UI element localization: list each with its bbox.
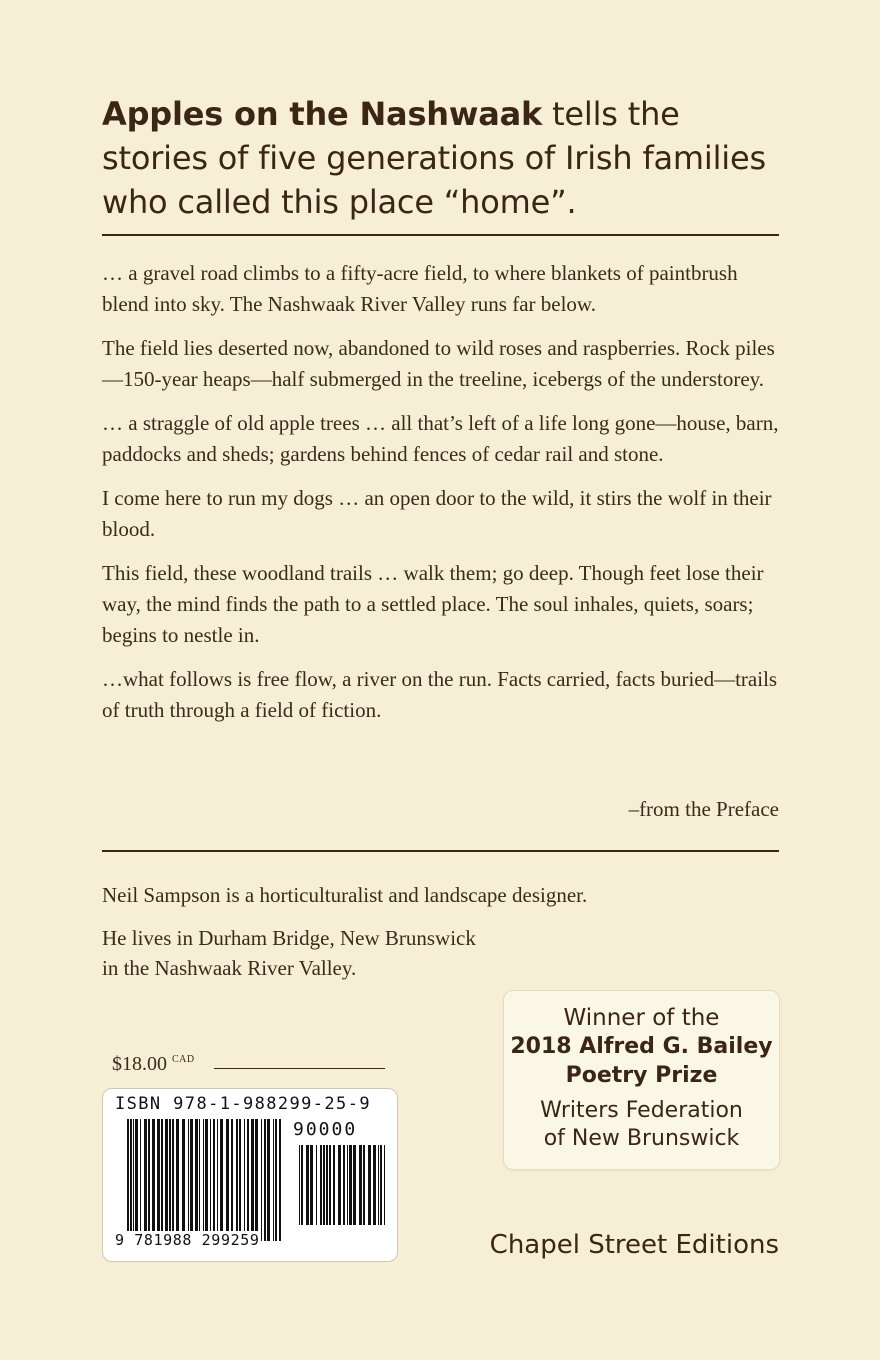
publisher: Chapel Street Editions <box>489 1230 779 1260</box>
barcode-bar <box>380 1145 382 1225</box>
barcode-bar <box>373 1145 376 1225</box>
barcode-bar <box>310 1145 313 1225</box>
barcode-bar <box>244 1119 245 1241</box>
barcode-bar <box>239 1119 241 1241</box>
barcode-bar <box>323 1145 325 1225</box>
preface-excerpt <box>102 258 782 739</box>
barcode-bar <box>326 1145 328 1225</box>
barcode-bar <box>127 1119 129 1241</box>
barcode-bar <box>384 1145 385 1225</box>
book-title: Apples on the Nashwaak <box>102 95 543 133</box>
barcode-bar <box>247 1119 249 1241</box>
tagline <box>102 92 792 224</box>
barcode-bar <box>353 1145 356 1225</box>
bio-line: Neil Sampson is a horticulturalist and landscape designer. <box>102 883 588 907</box>
barcode-bar <box>226 1119 229 1241</box>
barcode-bar <box>152 1119 155 1241</box>
barcode-bar <box>264 1119 266 1241</box>
barcode-bar <box>279 1119 281 1241</box>
barcode-bar <box>275 1119 277 1241</box>
barcode-bar <box>217 1119 218 1241</box>
barcode-bar <box>188 1119 189 1241</box>
barcode-bar <box>135 1119 138 1241</box>
barcode-bar <box>306 1145 309 1225</box>
barcode <box>102 1088 398 1262</box>
barcode-bar <box>251 1119 254 1241</box>
barcode-bar <box>349 1145 352 1225</box>
barcode-bar <box>220 1119 223 1241</box>
barcode-bar <box>236 1119 238 1241</box>
excerpt-paragraph: … a gravel road climbs to a fifty-acre field, to where blankets of paintbrush blend into sky. The Nashwaak River Valley runs far below. <box>102 261 738 316</box>
barcode-bar <box>378 1145 379 1225</box>
barcode-bar <box>140 1119 141 1241</box>
excerpt-paragraph: I come here to run my dogs … an open door to the wild, it stirs the wolf in their blood. <box>102 486 772 541</box>
barcode-bar <box>130 1119 132 1241</box>
barcode-bar <box>329 1145 331 1225</box>
barcode-bar <box>161 1119 163 1241</box>
excerpt-paragraph: …what follows is free flow, a river on the run. Facts carried, facts buried—trails of truth through a field of fiction. <box>102 667 778 722</box>
barcode-bar <box>157 1119 160 1241</box>
barcode-bar <box>148 1119 150 1241</box>
barcode-bar <box>169 1119 171 1241</box>
excerpt-paragraph: The field lies deserted now, abandoned to wild roses and raspberries. Rock piles—150-year heaps—half submerged in the treeline, icebergs of the understorey. <box>102 336 775 391</box>
barcode-bar <box>255 1119 258 1241</box>
tagline-text: tells the stories of five generations of Irish families who called this place “home”. <box>102 95 766 221</box>
barcode-bar <box>333 1145 335 1225</box>
award-org: of New Brunswick <box>543 1126 740 1151</box>
barcode-bar <box>273 1119 274 1241</box>
barcode-bar <box>176 1119 179 1241</box>
excerpt-attribution: –from the Preface <box>628 797 779 821</box>
award-line: Winner of the <box>563 1005 720 1031</box>
barcode-bar <box>195 1119 198 1241</box>
barcode-bar <box>343 1145 345 1225</box>
barcode-bar <box>182 1119 185 1241</box>
bio-line: He lives in Durham Bridge, New Brunswick <box>102 926 476 950</box>
barcode-bar <box>231 1119 233 1241</box>
barcode-bar <box>320 1145 322 1225</box>
barcode-bar <box>338 1145 341 1225</box>
barcode-bar <box>172 1119 174 1241</box>
award-badge <box>503 990 780 1170</box>
barcode-bar <box>267 1119 270 1241</box>
barcode-bar <box>368 1145 371 1225</box>
price <box>112 1053 195 1076</box>
excerpt-paragraph: This field, these woodland trails … walk them; go deep. Though feet lose their way, the mind finds the path to a settled place. The soul inhales, quiets, soars; begins to nestle in. <box>102 561 764 647</box>
author-bio <box>102 880 782 983</box>
barcode-addon: 90000 <box>293 1119 358 1140</box>
price-currency: CAD <box>172 1054 195 1065</box>
barcode-bar <box>299 1145 300 1225</box>
bio-line: in the Nashwaak River Valley. <box>102 956 357 980</box>
barcode-bar <box>205 1119 208 1241</box>
award-name: 2018 Alfred G. Bailey <box>510 1034 773 1059</box>
divider-top <box>102 234 779 236</box>
award-name: Poetry Prize <box>565 1063 718 1088</box>
barcode-bar <box>133 1119 134 1241</box>
barcode-bar <box>190 1119 193 1241</box>
barcode-bar <box>210 1119 211 1241</box>
barcode-bar <box>213 1119 215 1241</box>
barcode-bar <box>363 1145 365 1225</box>
barcode-bar <box>261 1119 262 1241</box>
ean-digits: 9 781988 299259 <box>115 1231 260 1249</box>
price-rule <box>214 1068 385 1069</box>
barcode-bar <box>199 1119 200 1241</box>
barcode-bar <box>316 1145 317 1225</box>
barcode-bar <box>301 1145 303 1225</box>
barcode-bar <box>347 1145 348 1225</box>
divider-bottom <box>102 850 779 852</box>
price-amount: $18.00 <box>112 1053 167 1075</box>
isbn-label: ISBN 978-1-988299-25-9 <box>115 1094 371 1114</box>
barcode-bar <box>165 1119 168 1241</box>
excerpt-paragraph: … a straggle of old apple trees … all that’s left of a life long gone—house, barn, paddocks and sheds; gardens behind fences of cedar rail and stone. <box>102 411 779 466</box>
barcode-bar <box>203 1119 204 1241</box>
barcode-bar <box>144 1119 147 1241</box>
barcode-bar <box>359 1145 362 1225</box>
award-org: Writers Federation <box>540 1098 743 1123</box>
